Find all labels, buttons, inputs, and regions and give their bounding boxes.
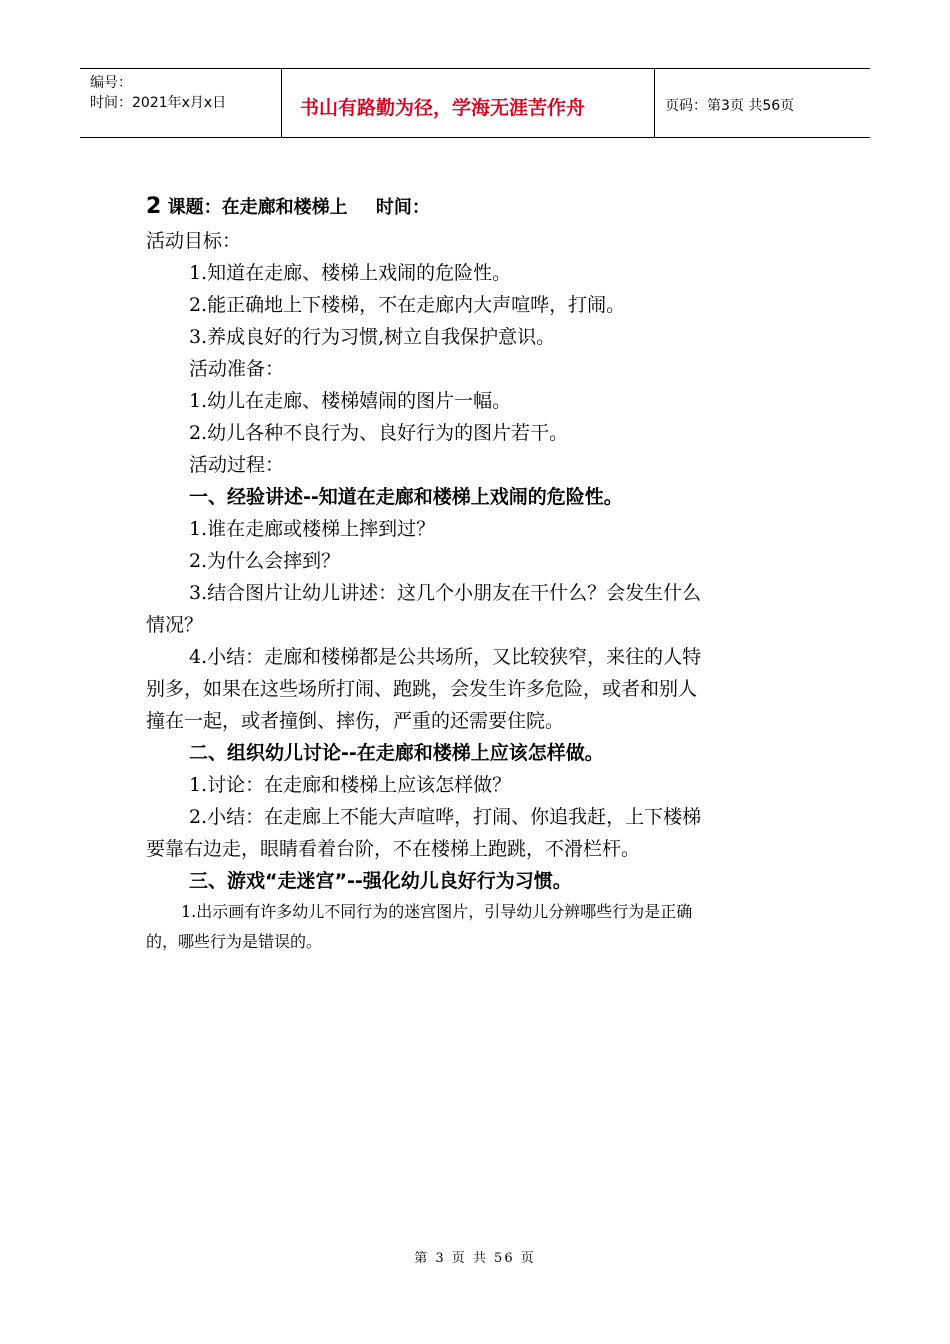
process-heading: 活动过程：: [189, 454, 285, 476]
section-1-item-continued: 情况？: [146, 614, 204, 636]
section-1-summary: 4.小结：走廊和楼梯都是公共场所，又比较狭窄，来往的人特: [189, 646, 702, 668]
section-2-summary-continued: 要靠右边走，眼睛看着台阶，不在楼梯上跑跳，不滑栏杆。: [146, 838, 641, 860]
section-1-summary-continued: 撞在一起，或者撞倒、摔伤，严重的还需要住院。: [146, 710, 565, 732]
goals-heading: 活动目标：: [146, 230, 242, 252]
section-2-heading: 二、组织幼儿讨论--在走廊和楼梯上应该怎样做。: [189, 742, 604, 764]
prep-item: 1.幼儿在走廊、楼梯嬉闹的图片一幅。: [189, 390, 512, 412]
section-3-heading: 三、游戏“走迷宫”--强化幼儿良好行为习惯。: [189, 870, 572, 892]
prep-heading: 活动准备：: [189, 358, 285, 380]
header-page-cell: [655, 69, 870, 137]
lesson-title: [146, 190, 796, 225]
section-2-summary: 2.小结：在走廊上不能大声喧哗，打闹、你追我赶，上下楼梯: [189, 806, 702, 828]
goal-item: 1.知道在走廊、楼梯上戏闹的危险性。: [189, 262, 512, 284]
page-footer: 第 3 页 共 56 页: [414, 1251, 536, 1266]
header-motto: 书山有路勤为径，学海无涯苦作舟: [300, 97, 586, 119]
goal-item: 2.能正确地上下楼梯，不在走廊内大声喧哗，打闹。: [189, 294, 626, 316]
page-header: [80, 68, 870, 138]
header-info-cell: [80, 69, 282, 137]
section-3-item-continued: 的，哪些行为是错误的。: [146, 932, 323, 951]
header-page-number: 页码：第3页 共56页: [665, 98, 795, 114]
document-body: [146, 190, 796, 957]
lesson-number: 2: [146, 194, 162, 219]
section-1-heading: 一、经验讲述--知道在走廊和楼梯上戏闹的危险性。: [189, 486, 623, 508]
lesson-time-label: 时间：: [375, 197, 430, 218]
section-1-summary-continued: 别多，如果在这些场所打闹、跑跳，会发生许多危险，或者和别人: [146, 678, 698, 700]
lesson-title-text: 课题：在走廊和楼梯上: [167, 197, 348, 218]
section-1-item: 3.结合图片让幼儿讲述：这几个小朋友在干什么？会发生什么: [189, 582, 702, 604]
header-motto-cell: [282, 69, 655, 137]
section-1-item: 1.谁在走廊或楼梯上摔到过？: [189, 518, 436, 540]
prep-item: 2.幼儿各种不良行为、良好行为的图片若干。: [189, 422, 569, 444]
serial-number-label: 编号：: [90, 75, 132, 91]
goal-item: 3.养成良好的行为习惯,树立自我保护意识。: [189, 326, 556, 348]
section-2-item: 1.讨论：在走廊和楼梯上应该怎样做？: [189, 774, 512, 796]
section-1-item: 2.为什么会摔到？: [189, 550, 341, 572]
section-3-item: 1.出示画有许多幼儿不同行为的迷宫图片，引导幼儿分辨哪些行为是正确: [181, 902, 693, 921]
date-label: 时间：2021年x月x日: [90, 95, 227, 111]
